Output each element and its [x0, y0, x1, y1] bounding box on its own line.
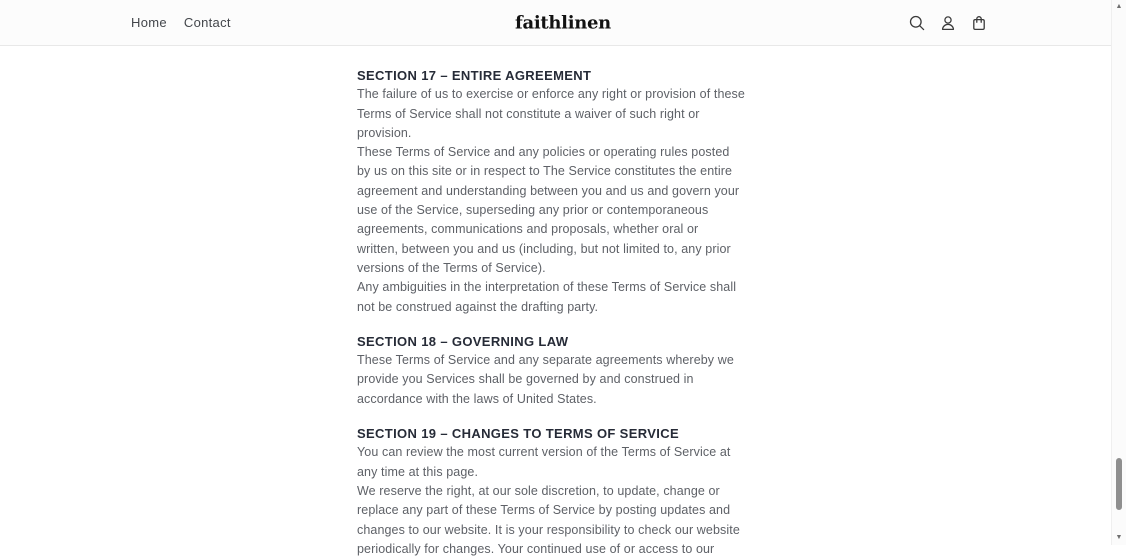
terms-line: agreements, communications and proposals, whether oral or [357, 222, 699, 237]
terms-section [357, 332, 1126, 409]
terms-content [0, 46, 1126, 559]
terms-section [357, 66, 1126, 317]
terms-line: versions of the Terms of Service). [357, 260, 546, 275]
account-icon[interactable] [939, 14, 957, 32]
terms-section [357, 424, 1126, 559]
terms-line: You can review the most current version of the Terms of Service at [357, 445, 731, 460]
nav-link-home[interactable]: Home [131, 15, 167, 30]
terms-line: accordance with the laws of United States. [357, 391, 597, 406]
search-icon[interactable] [908, 14, 926, 32]
section-heading: SECTION 17 – ENTIRE AGREEMENT [357, 68, 592, 83]
terms-sections [357, 66, 1126, 559]
terms-line: replace any part of these Terms of Service by posting updates and [357, 503, 731, 518]
terms-line: agreement and understanding between you and us and govern your [357, 183, 740, 198]
main-nav [131, 0, 231, 45]
terms-line: not be construed against the drafting party. [357, 299, 599, 314]
terms-line: Terms of Service shall not constitute a waiver of such right or [357, 106, 700, 121]
nav-link-contact[interactable]: Contact [183, 15, 231, 30]
terms-line: These Terms of Service and any policies or operating rules posted [357, 145, 730, 160]
terms-line: We reserve the right, at our sole discretion, to update, change or [357, 483, 720, 498]
scrollbar-thumb[interactable] [1116, 458, 1122, 510]
scroll-up-arrow-icon[interactable]: ▲ [1115, 3, 1123, 10]
section-heading: SECTION 18 – GOVERNING LAW [357, 333, 569, 349]
section-heading: SECTION 19 – CHANGES TO TERMS OF SERVICE [357, 426, 679, 442]
scrollbar[interactable] [1111, 0, 1126, 545]
site-logo[interactable]: faithlinen [515, 12, 611, 33]
terms-line: any time at this page. [357, 464, 479, 479]
terms-line: The failure of us to exercise or enforce any right or provision of these [357, 87, 745, 102]
terms-line: provision. [357, 125, 412, 140]
terms-line: provide you Services shall be governed by and construed in [357, 372, 694, 387]
terms-line: changes to our website. It is your responsibility to check our website [357, 522, 740, 537]
terms-line: use of the Service, superseding any prior or contemporaneous [357, 203, 709, 218]
header-icons [908, 0, 988, 45]
terms-line: These Terms of Service and any separate agreements whereby we [357, 353, 734, 368]
scroll-down-arrow-icon[interactable]: ▼ [1115, 534, 1123, 541]
terms-line: periodically for changes. Your continued use of or access to our [357, 541, 715, 556]
terms-line: Any ambiguities in the interpretation of these Terms of Service shall [357, 280, 737, 295]
terms-line: written, between you and us (including, but not limited to, any prior [357, 241, 731, 256]
terms-line: by us on this site or in respect to The Service constitutes the entire [357, 164, 733, 179]
site-header [0, 0, 1126, 46]
cart-icon[interactable] [970, 14, 988, 32]
